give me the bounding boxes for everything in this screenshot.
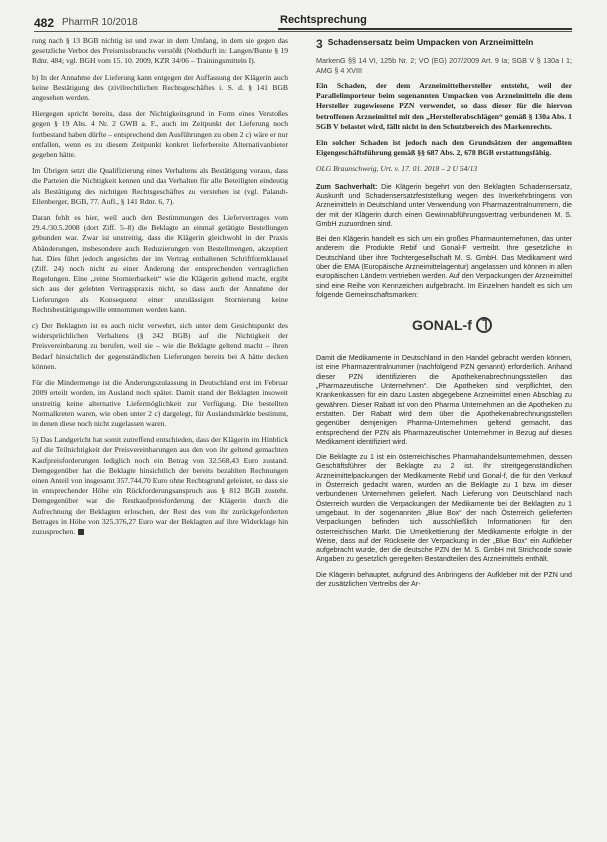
decision-title: Schadensersatz beim Umpacken von Arzneimitteln — [327, 37, 534, 47]
facts-paragraph — [316, 183, 572, 229]
facts-paragraph: Die Beklagte zu 1 ist ein österreichisches Pharmahandelsunternehmen, dessen Geschäftsführer der Beklagte zu 2 ist. Ihr streitgegenständlichen Arzneimittelpackungen der Medikamente Rebif und Gonal-f, die für den Verkauf in Österreich gedacht waren, wurden an die Beklagte zu 1 bzw. im dieser verbundenen Unternehmen geliefert. Nach Lieferung von Deutschland nach Österreich wurden die Verpackungen der Medikamente bei der Beklagten zu 1 umgebaut. In der sogenannten „Blue Box“ der nach Österreich gelieferten Verpackungen befinden sich ausschließlich Informationen für den österreichischen Markt. Die Umetikettierung der Medikamente erfolgte in der Weise, dass auf der Rückseite der Verpackung in der „Blue Box“ ein Aufkleber aufgebracht wurde, der die deutsche PZN der M. S. GmbH mit Strichcode sowie Angaben zu gesetzlich geregelten Bestandteilen des Arzneimittels enthält. — [316, 453, 572, 564]
paragraph: rung nach § 13 BGB nichtig ist und zwar in dem Umfang, in dem sie gegen das gesetzliche Verbot des Preismissbrauchs verstößt (Nothdurft in: Langen/Bunte § 19 Rdnr. 484; vgl. BGH vom 15. 10. 2009, KZR 34/06 – Trainingsmitteln I). — [32, 36, 288, 66]
paragraph-last — [32, 435, 288, 537]
paragraph: b) In der Annahme der Lieferung kann entgegen der Auffassung der Klägerin auch keine Bestätigung des (zivilrechtlichen Rechtsgeschäftes i. S. d. § 141 BGB angesehen werden. — [32, 72, 288, 103]
gonal-f-logo-icon — [316, 306, 572, 346]
decision-number: 3 — [316, 37, 323, 51]
facts-paragraph: Die Klägerin behauptet, aufgrund des Anbringens der Aufkleber mit der PZN und der zusätzlichen Vertreibs der Ar- — [316, 570, 572, 589]
paragraph: Daran fehlt es hier, weil auch den Bestimmungen des Liefervertrages vom 29.4./30.5.2008 (dort Ziff. 5–8) die Beklagte an einmal getätigte Bestellungen gebunden war. Zwar ist unstreitig, dass die Klägerin gleichwohl in der Praxis Abänderungen, insbesondere auch Reduzierungen von Bestellmengen, akzeptiert hat. Dies führt jedoch angesichts der im Vertrag enthaltenen Schriftformklausel (Ziff. 24) noch nicht zu einer Änderung der entsprechenden vertraglichen Regelungen. Eine „reine Stornierbarkeit“ wie die Klägerin geltend macht, ergibt sich aus der gelebten Vertragspraxis nicht, so dass auch der Annahme der Lieferungen als Konsequenz einer unzulässigen Stornierung keine Rechtsbestätigungswille entnommen werden kann. — [32, 213, 288, 314]
norms-line: MarkenG §§ 14 VI, 125b Nr. 2; VO (EG) 207/2009 Art. 9 Ia; SGB V § 130a I 1; AMG § 4 XVIII — [316, 56, 572, 75]
right-column — [316, 36, 572, 595]
logo-mark — [482, 320, 486, 330]
left-column — [32, 36, 288, 543]
header-rule — [34, 31, 572, 32]
journal-name: PharmR 10/2018 — [62, 17, 138, 28]
logo-text: GONAL-f — [412, 317, 472, 334]
facts-label: Zum Sachverhalt: — [316, 182, 378, 191]
paragraph: Im Übrigen setzt die Qualifizierung eines Verhaltens als Bestätigung voraus, dass die Parteien die Nichtigkeit kennen und das Verhalten für alle Beteiligten eindeutig als Bestätigung des nichtigen Rechtsgeschäftes zu verstehen ist (vgl. Palandt-Ellenberger, BGB, 77. Aufl., § 141 Rdnr. 6, 7). — [32, 166, 288, 206]
paragraph-text: 5) Das Landgericht hat somit zutreffend entschieden, dass der Klägerin im Hinblick auf die Teilnichtigkeit der Preisvereinbarungen aus den von ihr geltend gemachten Kaufpreisforderungen lediglich noch ein Betrag von 32.568,43 Euro zustand. Demgegenüber hat die Beklagte hinsichtlich der bereits bezahlten Rechnungen einen Anteil von insgesamt 357.744,70 Euro ohne Rechtsgrund geleistet, so dass sie in entsprechender Höhe ein Rückforderungsanspruch aus § 812 BGB zusteht. Demgegenüber war die Restkaufpreisforderung der Klägerin durch die Aufrechnung der Beklagten erloschen, der Rest des von ihr zurückgeforderten Betrages in Höhe von 325.376,27 Euro war der Beklagten auf ihre Widerklage hin zuzusprechen. — [32, 435, 288, 536]
trademark-logo — [316, 306, 572, 346]
page-number: 482 — [34, 16, 55, 30]
paragraph: c) Der Beklagten ist es auch nicht verwehrt, sich unter dem Gesichtspunkt des widersprüchlichen Verhaltens (§ 242 BGB) auf die Nichtigkeit der Preisvereinbarung zu berufen, weil sie – wie die Beklagte geltend macht – ihren Bedarf hinsichtlich der gegenständlichen Lieferungen bereits bei A hätte decken können. — [32, 321, 288, 371]
section-rule — [278, 28, 572, 30]
headnote: Ein solcher Schaden ist jedoch nach den Grundsätzen der angemaßten Eigengeschäftsführung gemäß §§ 687 Abs. 2, 678 BGB erstattungsfähig. — [316, 138, 572, 158]
decision-heading — [316, 37, 572, 51]
paragraph: Hiergegen spricht bereits, dass der Nichtigkeitsgrund in Form eines Verstoßes gegen § 19 Abs. 4 Nr. 2 GWB a. F., auch im Zeitpunkt der Lieferung noch fortbestand haben dürfte – entsprechend den Ausführungen zu oben 2 c) wäre er nur entfallen, wenn es zu diesem Zeitpunkt konkret lieferbereite Alternativanbieter gegeben hätte. — [32, 109, 288, 160]
headnote: Ein Schaden, der dem Arzneimittelhersteller entsteht, weil der Parallelimporteur beim sogenannten Umpacken von Arzneimitteln die dem Hersteller zugewiesene PZN verwendet, so dass dieser für die hiervon betroffenen Arzneimittel mit den „Herstellerabschlägen“ gemäß § 130a Abs. 1 SGB V belastet wird, fällt nicht in den Schutzbereich des Markenrechts. — [316, 81, 572, 131]
facts-text: Die Klägerin begehrt von den Beklagten Schadensersatz, Auskunft und Schadensersatzfeststellung wegen des Inverkehrbringens von Arzneimitteln in Deutschland unter Verwendung von Pharmazentralnummern, die der mit der Klägerin durch einen Gewinnabführungsvertrag verbundenen M. S. GmbH zuzuordnen sind. — [316, 182, 572, 228]
paragraph: Für die Mindermenge ist die Änderungszulassung in Deutschland erst im Februar 2009 erteilt worden, im Ausland noch später. Damit stand der Beklagten insoweit unstreitig keine alternative Liefermöglichkeit zur Verfügung. Die bestellten Normalkreten waren, wie oben unter 2 c) dargelegt, für Auslandsmärkte bestimmt, in denen diese noch nicht zugelassen waren. — [32, 378, 288, 428]
facts-paragraph: Damit die Medikamente in Deutschland in den Handel gebracht werden können, ist eine Pharmazentralnummer (nachfolgend PZN genannt) erforderlich. Anhand dieser PZN identifizieren die Apothekenabrechnungsstellen das „Pharmazeutische Unternehmen“. Die Apotheken sind verpflichtet, den Krankenkassen für ein dazu Lasten abgegebene Arzneimittel einen Abschlag zu gewähren. Dieser Rabatt ist von den Pharma Unternehmen an die Apotheken zu erstatten. Der Rabatt wird dem über die Apothekenabrechnungsstellen gegenüber demjenigen Pharma-Unternehmen geltend gemacht, das entsprechend der PZN als Pharmazeutischer Unternehmer in Bezug auf dieses Medikament identifiziert wird. — [316, 354, 572, 446]
section-title: Rechtsprechung — [280, 14, 367, 26]
facts-paragraph: Bei den Klägerin handelt es sich um ein großes Pharmaunternehmen, das unter anderem die Produkte Rebif und Gonal-F vertreibt. Ihre gesetzliche in Deutschland über ihre Tochtergesellschaft M. S. GmbH. Das Medikament wird über die EMA (Europäische Arzneimittelagentur) angelassen und können in allen europäischen Ländern vertrieben werden. Auf den Verpackungen der Arzneimittel sind eine Reihe von Kennzeichen aufgebracht. Im Einzelnen handelt es sich um folgende Gemeinschaftsmarken: — [316, 235, 572, 299]
court-citation: OLG Braunschweig, Urt. v. 17. 01. 2018 – 2 U 54/13 — [316, 164, 478, 174]
end-mark-icon — [78, 529, 84, 535]
